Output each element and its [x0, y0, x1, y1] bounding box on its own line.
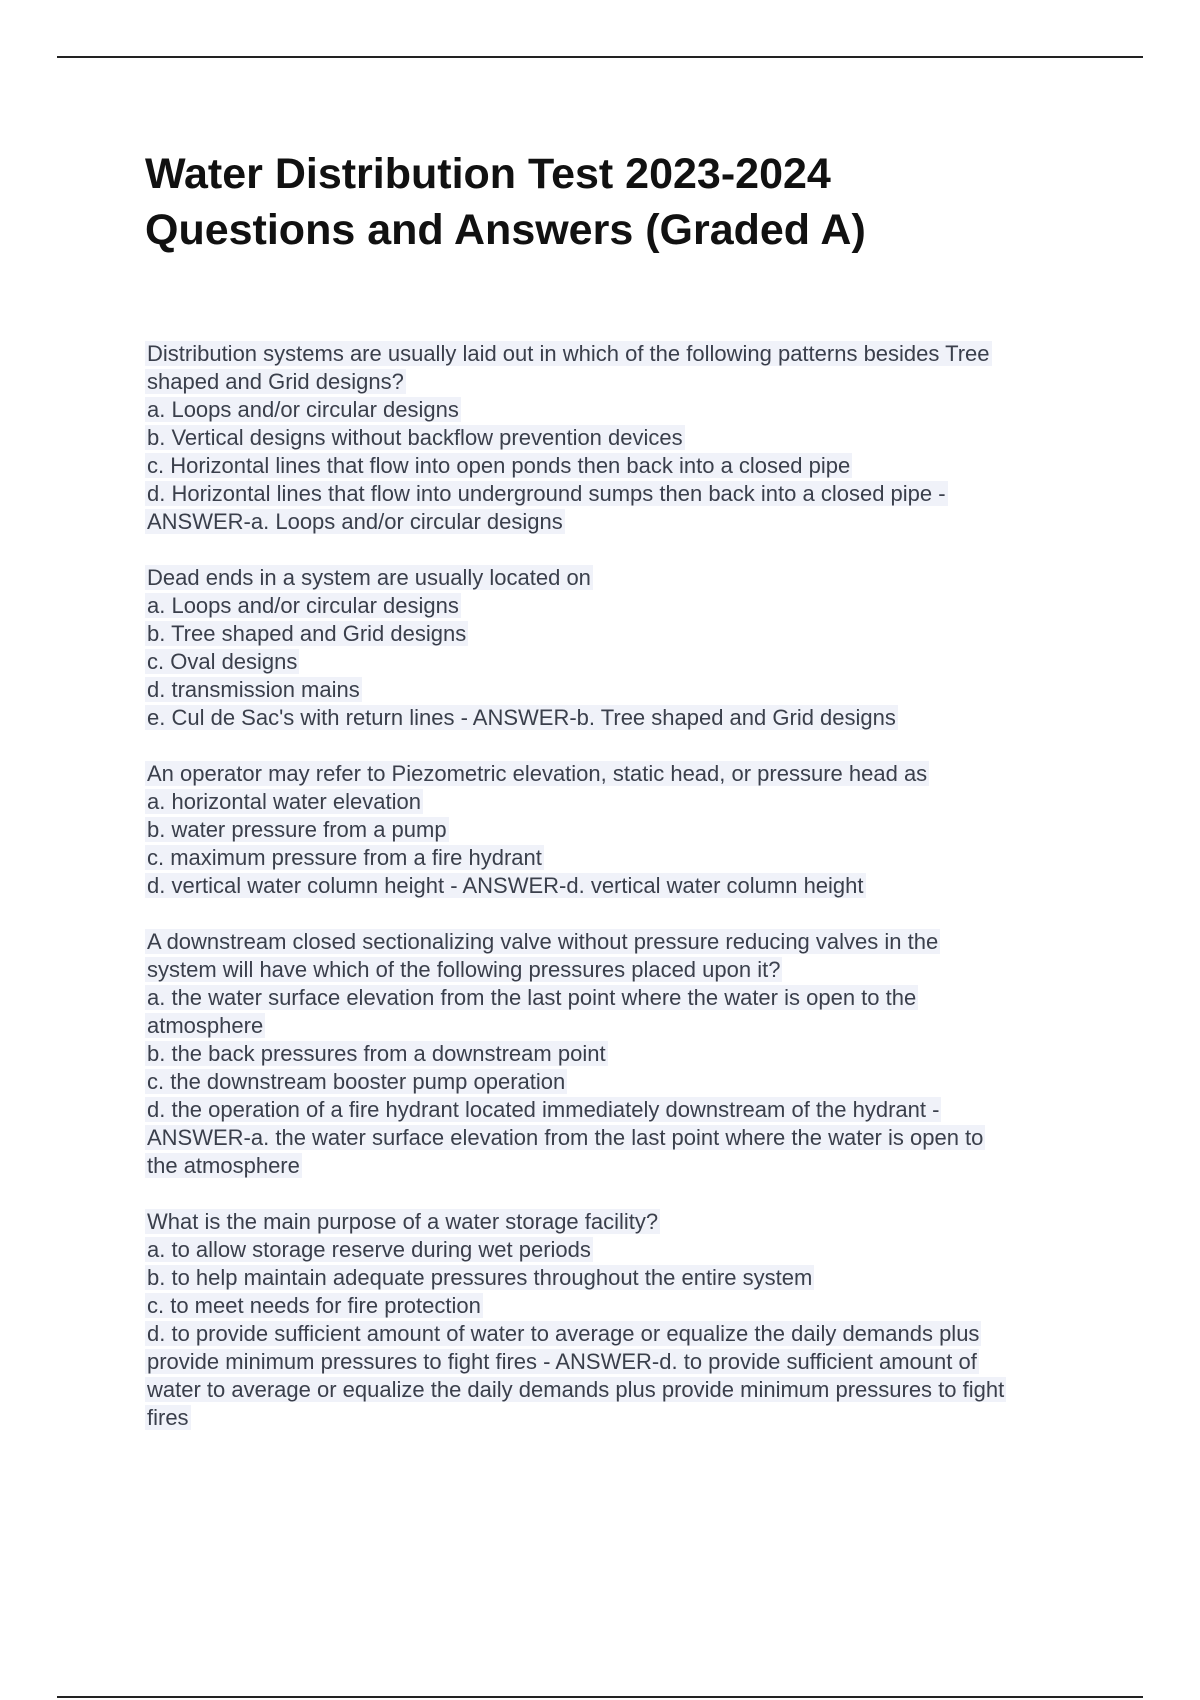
question-line	[145, 1264, 1105, 1292]
question-block	[145, 564, 1105, 732]
question-line	[145, 956, 1105, 984]
question-line-text: c. the downstream booster pump operation	[147, 1069, 566, 1094]
question-line-text: the atmosphere	[147, 1153, 300, 1178]
question-line-text: a. to allow storage reserve during wet periods	[147, 1237, 591, 1262]
question-line-text: b. Vertical designs without backflow prevention devices	[147, 425, 683, 450]
question-line-text: b. Tree shaped and Grid designs	[147, 621, 467, 646]
question-line-text: a. horizontal water elevation	[147, 789, 421, 814]
top-rule	[57, 56, 1143, 58]
question-line-text: What is the main purpose of a water storage facility?	[147, 1209, 659, 1234]
title-line-2: Questions and Answers (Graded A)	[145, 206, 866, 254]
bottom-rule	[57, 1696, 1143, 1698]
question-line	[145, 1012, 1105, 1040]
question-line-text: e. Cul de Sac's with return lines - ANSWER-b. Tree shaped and Grid designs	[147, 705, 896, 730]
question-line-text: c. maximum pressure from a fire hydrant	[147, 845, 542, 870]
question-line-text: A downstream closed sectionalizing valve without pressure reducing valves in the	[147, 929, 939, 954]
question-line	[145, 508, 1105, 536]
question-line-text: c. Oval designs	[147, 649, 298, 674]
question-list	[145, 340, 1105, 1460]
question-line-text: shaped and Grid designs?	[147, 369, 404, 394]
question-line	[145, 816, 1105, 844]
question-line	[145, 984, 1105, 1012]
question-line-text: system will have which of the following pressures placed upon it?	[147, 957, 781, 982]
question-block	[145, 340, 1105, 536]
question-line	[145, 844, 1105, 872]
question-line	[145, 1152, 1105, 1180]
question-line	[145, 1376, 1105, 1404]
question-line	[145, 620, 1105, 648]
question-line-text: b. the back pressures from a downstream point	[147, 1041, 606, 1066]
question-line	[145, 480, 1105, 508]
question-line-text: Distribution systems are usually laid out in which of the following patterns besides Tree	[147, 341, 990, 366]
title-line-1: Water Distribution Test 2023-2024	[145, 150, 831, 198]
question-line-text: b. water pressure from a pump	[147, 817, 447, 842]
question-line-text: c. Horizontal lines that flow into open ponds then back into a closed pipe	[147, 453, 851, 478]
question-line-text: ANSWER-a. the water surface elevation from the last point where the water is open to	[147, 1125, 984, 1150]
question-line	[145, 396, 1105, 424]
question-block	[145, 1208, 1105, 1432]
question-line-text: a. Loops and/or circular designs	[147, 593, 459, 618]
question-line-text: d. vertical water column height - ANSWER-d. vertical water column height	[147, 873, 864, 898]
question-line-text: An operator may refer to Piezometric elevation, static head, or pressure head as	[147, 761, 928, 786]
question-line-text: ANSWER-a. Loops and/or circular designs	[147, 509, 563, 534]
question-line	[145, 1320, 1105, 1348]
question-line	[145, 704, 1105, 732]
question-line	[145, 928, 1105, 956]
question-line	[145, 1124, 1105, 1152]
question-line	[145, 760, 1105, 788]
question-line	[145, 1040, 1105, 1068]
question-line	[145, 788, 1105, 816]
question-line	[145, 1348, 1105, 1376]
question-line	[145, 592, 1105, 620]
question-block	[145, 760, 1105, 900]
question-line	[145, 368, 1105, 396]
question-line	[145, 452, 1105, 480]
question-block	[145, 928, 1105, 1180]
question-line-text: c. to meet needs for fire protection	[147, 1293, 481, 1318]
question-line-text: d. the operation of a fire hydrant located immediately downstream of the hydrant -	[147, 1097, 940, 1122]
question-line-text: provide minimum pressures to fight fires - ANSWER-d. to provide sufficient amount of	[147, 1349, 977, 1374]
question-line-text: b. to help maintain adequate pressures throughout the entire system	[147, 1265, 813, 1290]
question-line	[145, 1068, 1105, 1096]
question-line-text: atmosphere	[147, 1013, 264, 1038]
question-line-text: d. to provide sufficient amount of water to average or equalize the daily demands plus	[147, 1321, 980, 1346]
question-line	[145, 424, 1105, 452]
question-line-text: water to average or equalize the daily demands plus provide minimum pressures to fight	[147, 1377, 1005, 1402]
question-line	[145, 1208, 1105, 1236]
question-line	[145, 1292, 1105, 1320]
question-line-text: d. transmission mains	[147, 677, 360, 702]
document-title	[145, 146, 1105, 258]
question-line	[145, 648, 1105, 676]
question-line-text: a. the water surface elevation from the last point where the water is open to the	[147, 985, 917, 1010]
question-line	[145, 676, 1105, 704]
question-line-text: fires	[147, 1405, 189, 1430]
question-line	[145, 340, 1105, 368]
question-line	[145, 1096, 1105, 1124]
question-line	[145, 872, 1105, 900]
question-line	[145, 1236, 1105, 1264]
question-line	[145, 564, 1105, 592]
question-line-text: d. Horizontal lines that flow into underground sumps then back into a closed pipe -	[147, 481, 946, 506]
question-line-text: Dead ends in a system are usually located on	[147, 565, 591, 590]
question-line	[145, 1404, 1105, 1432]
question-line-text: a. Loops and/or circular designs	[147, 397, 459, 422]
